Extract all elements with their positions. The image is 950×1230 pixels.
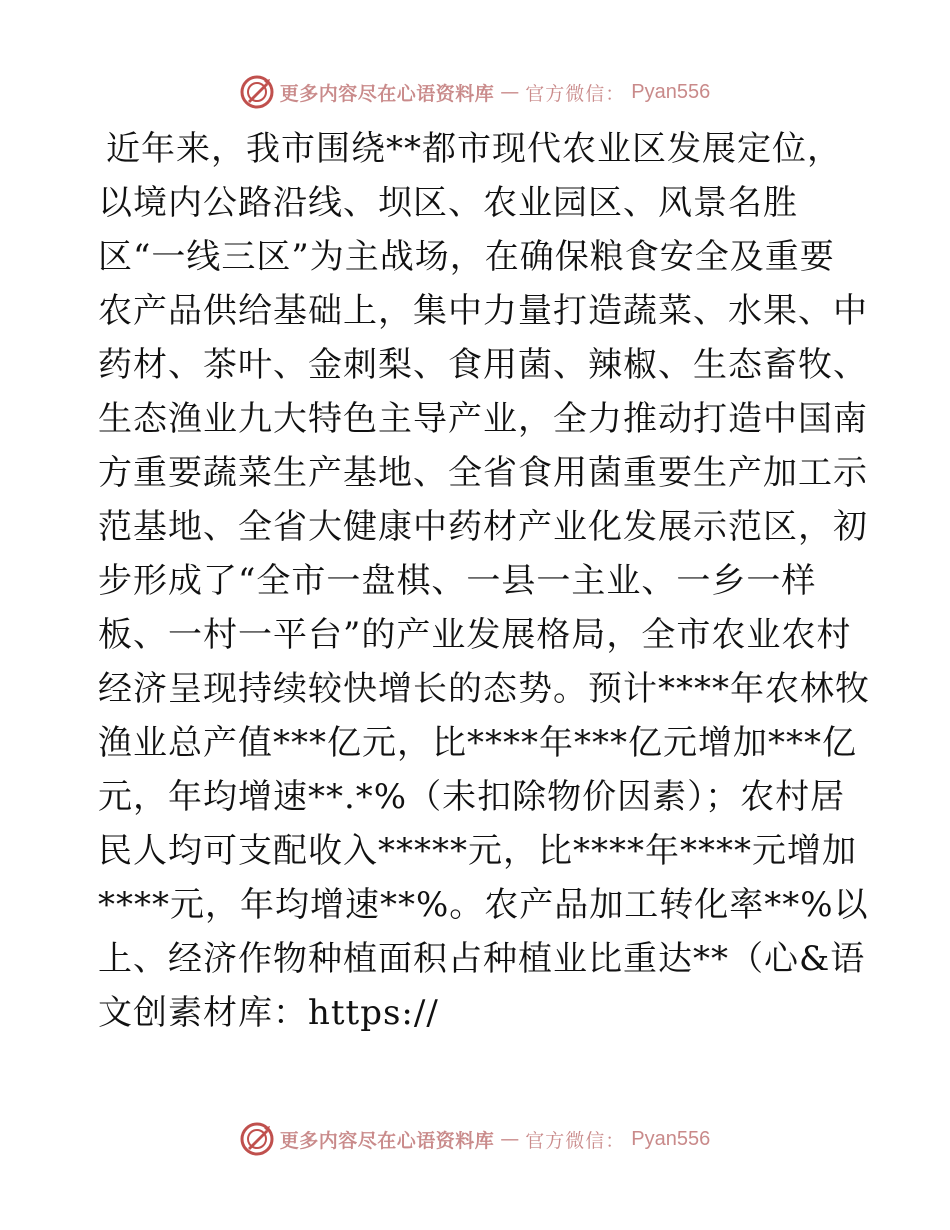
body-line: 药材、茶叶、金刺梨、食用菌、辣椒、生态畜牧、 bbox=[98, 345, 868, 385]
body-line: 以境内公路沿线、坝区、农业园区、风景名胜 bbox=[98, 183, 798, 223]
logo-icon bbox=[240, 75, 274, 109]
body-line: 上、经济作物种植面积占种植业比重达**（心&语 bbox=[98, 939, 866, 979]
body-line: 区“一线三区”为主战场，在确保粮食安全及重要 bbox=[98, 237, 835, 277]
body-line: 生态渔业九大特色主导产业，全力推动打造中国南 bbox=[98, 399, 868, 439]
body-line: 范基地、全省大健康中药材产业化发展示范区，初 bbox=[98, 507, 868, 547]
banner-wechat-id: Pyan556 bbox=[631, 1127, 711, 1150]
body-line: 近年来，我市围绕**都市现代农业区发展定位， bbox=[106, 129, 842, 169]
logo-icon bbox=[240, 1122, 274, 1156]
body-line: 渔业总产值***亿元，比****年***亿元增加***亿 bbox=[98, 723, 857, 763]
body-line: 民人均可支配收入*****元，比****年****元增加 bbox=[98, 831, 857, 871]
body-line: 方重要蔬菜生产基地、全省食用菌重要生产加工示 bbox=[98, 453, 868, 493]
body-line: 文创素材库：https:// bbox=[98, 993, 439, 1033]
body-line: 步形成了“全市一盘棋、一县一主业、一乡一样 bbox=[98, 561, 817, 601]
banner-dash: — bbox=[500, 1128, 520, 1150]
footer-banner bbox=[0, 1117, 950, 1161]
banner-wechat-id: Pyan556 bbox=[631, 80, 711, 103]
header-banner bbox=[0, 70, 950, 114]
banner-dash: — bbox=[500, 81, 520, 103]
body-line: 元，年均增速**.*%（未扣除物价因素）；农村居 bbox=[98, 777, 846, 817]
banner-wechat-label: 官方微信： bbox=[525, 82, 626, 105]
banner-title: 更多内容尽在心语资料库 bbox=[279, 82, 495, 105]
banner-title: 更多内容尽在心语资料库 bbox=[279, 1129, 495, 1152]
body-line: ****元，年均增速**%。农产品加工转化率**%以 bbox=[98, 885, 869, 925]
banner-wechat-label: 官方微信： bbox=[525, 1129, 626, 1152]
body-line: 板、一村一平台”的产业发展格局，全市农业农村 bbox=[98, 615, 852, 655]
body-line: 经济呈现持续较快增长的态势。预计****年农林牧 bbox=[98, 669, 870, 709]
body-line: 农产品供给基础上，集中力量打造蔬菜、水果、中 bbox=[98, 291, 868, 331]
document-body bbox=[98, 122, 870, 1040]
